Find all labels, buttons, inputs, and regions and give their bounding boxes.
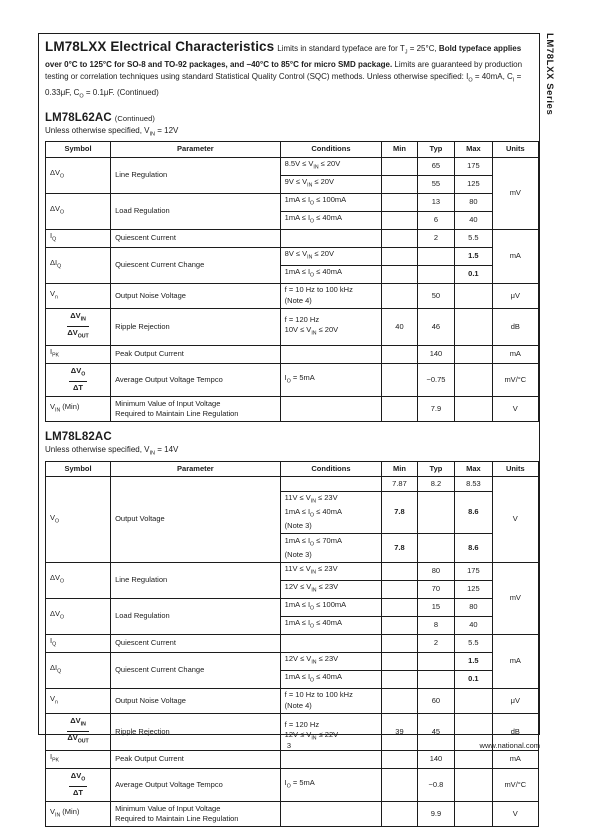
value-cell: 140: [417, 345, 454, 363]
units-cell: mA: [492, 345, 538, 363]
value-cell: 8.53: [455, 477, 492, 492]
units-cell: mV: [492, 562, 538, 634]
parameter-cell: Line Regulation: [111, 157, 281, 193]
conditions-cell: $8.5V \le V_{IN} \le 20V$: [280, 157, 382, 175]
fraction-symbol: $\frac{\Delta V_{IN}}{\Delta V_{OUT}}$: [67, 716, 89, 745]
value-cell: 5.5: [455, 229, 492, 247]
fraction-symbol: $\frac{\Delta V_O}{\Delta T}$: [70, 771, 86, 798]
conditions-cell: $1mA \le I_O \le 70mA$ (Note 3): [280, 534, 382, 563]
table-row: [46, 688, 539, 713]
value-cell: 8.6: [455, 491, 492, 534]
parameter-cell: Ripple Rejection: [111, 713, 281, 750]
side-series-label: LM78LXX Series: [544, 33, 555, 116]
value-cell: [455, 345, 492, 363]
value-cell: 125: [455, 580, 492, 598]
section1-continued-label: (Continued): [114, 113, 156, 123]
units-cell: V: [492, 477, 538, 563]
table-row: [46, 397, 539, 422]
units-cell: μV: [492, 688, 538, 713]
value-cell: 60: [417, 688, 454, 713]
value-cell: [455, 363, 492, 397]
table-row: [46, 308, 539, 345]
conditions-cell: $1mA \le I_O \le 40mA$: [280, 265, 382, 283]
symbol-cell: $\Delta V_O$: [46, 562, 111, 598]
column-header: Typ: [417, 142, 454, 158]
value-cell: [382, 768, 417, 802]
symbol-cell: $I_{PK}$: [46, 345, 111, 363]
units-cell: mA: [492, 634, 538, 688]
value-cell: 50: [417, 283, 454, 308]
value-cell: [382, 670, 417, 688]
value-cell: [455, 308, 492, 345]
parameter-cell: Output Voltage: [111, 477, 281, 563]
conditions-cell: f = 10 Hz to 100 kHz (Note 4): [280, 283, 382, 308]
symbol-cell: $\Delta I_Q$: [46, 247, 111, 283]
conditions-cell: $1mA \le I_O \le 100mA$: [280, 598, 382, 616]
intro-text: Limits in standard typeface are for $T_J = 25^\circ C$, Bold typeface applies over 0°C to 125°C for SO-8 and TO-92 packages, and −40°C to 85°C for micro SMD package. Limits are guaranteed by production testing or correlation techniques using standard Statistical Quality Control (SQC) methods. Unless otherwise specified: $I_O = 40mA$, $C_I = 0.33\mu F$, $C_O = 0.1\mu F$. (Continued): [45, 44, 523, 100]
units-cell: dB: [492, 308, 538, 345]
value-cell: [382, 157, 417, 175]
value-cell: 8.2: [417, 477, 454, 492]
value-cell: 7.87: [382, 477, 417, 492]
value-cell: 1.5: [455, 247, 492, 265]
symbol-cell: $V_O$: [46, 477, 111, 563]
value-cell: [382, 247, 417, 265]
value-cell: 46: [417, 308, 454, 345]
value-cell: [382, 283, 417, 308]
value-cell: 70: [417, 580, 454, 598]
conditions-cell: $9V \le V_{IN} \le 20V$: [280, 175, 382, 193]
conditions-cell: f = 120 Hz $10V \le V_{IN} \le 20V$: [280, 308, 382, 345]
symbol-cell: $V_{IN}$ (Min): [46, 802, 111, 827]
value-cell: [382, 616, 417, 634]
table-row: [46, 247, 539, 265]
value-cell: 2: [417, 229, 454, 247]
symbol-cell: $\Delta I_Q$: [46, 652, 111, 688]
intro-paragraph: [45, 41, 533, 103]
parameter-cell: Average Output Voltage Tempco: [111, 768, 281, 802]
column-header: Conditions: [280, 461, 382, 477]
section-heading-lm78l62ac: [45, 112, 533, 124]
value-cell: 140: [417, 750, 454, 768]
value-cell: [382, 802, 417, 827]
value-cell: [382, 634, 417, 652]
value-cell: [455, 688, 492, 713]
value-cell: [382, 397, 417, 422]
value-cell: 2: [417, 634, 454, 652]
conditions-cell: [280, 477, 382, 492]
value-cell: 125: [455, 175, 492, 193]
units-cell: V: [492, 397, 538, 422]
table-row: [46, 652, 539, 670]
value-cell: [455, 750, 492, 768]
conditions-cell: $8V \le V_{IN} \le 20V$: [280, 247, 382, 265]
value-cell: [455, 283, 492, 308]
value-cell: [455, 397, 492, 422]
value-cell: 8: [417, 616, 454, 634]
conditions-cell: [280, 634, 382, 652]
fraction-symbol: $\frac{\Delta V_O}{\Delta T}$: [70, 366, 86, 393]
value-cell: [382, 363, 417, 397]
value-cell: [382, 598, 417, 616]
value-cell: 80: [417, 562, 454, 580]
column-header: Min: [382, 142, 417, 158]
value-cell: 8.6: [455, 534, 492, 563]
column-header: Parameter: [111, 142, 281, 158]
value-cell: 39: [382, 713, 417, 750]
column-header: Parameter: [111, 461, 281, 477]
parameter-cell: Ripple Rejection: [111, 308, 281, 345]
parameter-cell: Load Regulation: [111, 598, 281, 634]
symbol-cell: $V_{IN}$ (Min): [46, 397, 111, 422]
value-cell: [382, 193, 417, 211]
symbol-cell: $I_Q$: [46, 634, 111, 652]
value-cell: 175: [455, 157, 492, 175]
conditions-cell: [280, 345, 382, 363]
value-cell: [382, 562, 417, 580]
units-cell: mA: [492, 750, 538, 768]
table-row: [46, 768, 539, 802]
conditions-cell: $1mA \le I_O \le 100mA$: [280, 193, 382, 211]
section2-part-number: LM78L82AC: [45, 431, 112, 444]
value-cell: [417, 265, 454, 283]
table-row: [46, 750, 539, 768]
conditions-cell: $I_O = 5mA$: [280, 363, 382, 397]
conditions-cell: f = 120 Hz $12V \le V_{IN} \le 22V$: [280, 713, 382, 750]
value-cell: [382, 265, 417, 283]
page-title: LM78LXX Electrical Characteristics: [45, 39, 275, 54]
column-header: Min: [382, 461, 417, 477]
fraction-symbol: $\frac{\Delta V_{IN}}{\Delta V_{OUT}}$: [67, 311, 89, 340]
section1-part-number: LM78L62AC: [45, 111, 112, 124]
symbol-cell: $\Delta V_O$: [46, 193, 111, 229]
value-cell: [382, 211, 417, 229]
table-row: [46, 802, 539, 827]
units-cell: mV: [492, 157, 538, 229]
conditions-cell: [280, 802, 382, 827]
value-cell: [455, 802, 492, 827]
conditions-cell: $12V \le V_{IN} \le 23V$: [280, 652, 382, 670]
table-header-row: [46, 461, 539, 477]
symbol-cell: $\Delta V_O$: [46, 157, 111, 193]
parameter-cell: Minimum Value of Input Voltage Required to Maintain Line Regulation: [111, 397, 281, 422]
column-header: Typ: [417, 461, 454, 477]
value-cell: 0.1: [455, 670, 492, 688]
conditions-cell: [280, 750, 382, 768]
units-cell: mV/°C: [492, 768, 538, 802]
value-cell: 175: [455, 562, 492, 580]
value-cell: [382, 580, 417, 598]
conditions-cell: [280, 397, 382, 422]
value-cell: [455, 768, 492, 802]
lm78l82ac-spec-table: [45, 461, 539, 827]
value-cell: 15: [417, 598, 454, 616]
value-cell: 1.5: [455, 652, 492, 670]
value-cell: 65: [417, 157, 454, 175]
table-row: [46, 634, 539, 652]
parameter-cell: Output Noise Voltage: [111, 688, 281, 713]
value-cell: 40: [455, 616, 492, 634]
value-cell: 6: [417, 211, 454, 229]
table-row: [46, 477, 539, 492]
value-cell: 13: [417, 193, 454, 211]
parameter-cell: Peak Output Current: [111, 750, 281, 768]
table-row: [46, 363, 539, 397]
parameter-cell: Output Noise Voltage: [111, 283, 281, 308]
parameter-cell: Peak Output Current: [111, 345, 281, 363]
section-heading-lm78l82ac: [45, 431, 533, 443]
symbol-cell: $\Delta V_O$: [46, 598, 111, 634]
value-cell: [382, 750, 417, 768]
page-number: 3: [286, 741, 292, 750]
conditions-cell: $12V \le V_{IN} \le 23V$: [280, 580, 382, 598]
conditions-cell: $1mA \le I_O \le 40mA$: [280, 670, 382, 688]
section1-subtitle: Unless otherwise specified, $V_{IN} = 12V$: [45, 125, 179, 138]
value-cell: [382, 345, 417, 363]
table-row: [46, 229, 539, 247]
table-row: [46, 562, 539, 580]
value-cell: [417, 534, 454, 563]
symbol-cell: $I_{PK}$: [46, 750, 111, 768]
column-header: Units: [492, 142, 538, 158]
parameter-cell: Quiescent Current: [111, 634, 281, 652]
conditions-cell: $1mA \le I_O \le 40mA$: [280, 616, 382, 634]
value-cell: 40: [455, 211, 492, 229]
column-header: Conditions: [280, 142, 382, 158]
value-cell: −0.8: [417, 768, 454, 802]
lm78l62ac-spec-table: [45, 141, 539, 422]
conditions-cell: $I_O = 5mA$: [280, 768, 382, 802]
value-cell: [382, 229, 417, 247]
symbol-cell: $V_n$: [46, 688, 111, 713]
value-cell: 5.5: [455, 634, 492, 652]
units-cell: μV: [492, 283, 538, 308]
conditions-cell: f = 10 Hz to 100 kHz (Note 4): [280, 688, 382, 713]
symbol-cell: [46, 768, 111, 802]
value-cell: [382, 652, 417, 670]
column-header: Max: [455, 142, 492, 158]
value-cell: [417, 652, 454, 670]
symbol-cell: $I_Q$: [46, 229, 111, 247]
table-row: [46, 157, 539, 175]
value-cell: 40: [382, 308, 417, 345]
value-cell: −0.75: [417, 363, 454, 397]
value-cell: 7.9: [417, 397, 454, 422]
column-header: Symbol: [46, 461, 111, 477]
units-cell: dB: [492, 713, 538, 750]
column-header: Units: [492, 461, 538, 477]
conditions-cell: $1mA \le I_O \le 40mA$: [280, 211, 382, 229]
value-cell: [382, 175, 417, 193]
value-cell: 9.9: [417, 802, 454, 827]
value-cell: [382, 688, 417, 713]
value-cell: 80: [455, 193, 492, 211]
table-row: [46, 345, 539, 363]
units-cell: mA: [492, 229, 538, 283]
conditions-cell: $11V \le V_{IN} \le 23V$ $1mA \le I_O \le 40mA$ (Note 3): [280, 491, 382, 534]
parameter-cell: Quiescent Current Change: [111, 247, 281, 283]
value-cell: 55: [417, 175, 454, 193]
value-cell: 45: [417, 713, 454, 750]
value-cell: [417, 247, 454, 265]
value-cell: 0.1: [455, 265, 492, 283]
parameter-cell: Line Regulation: [111, 562, 281, 598]
units-cell: V: [492, 802, 538, 827]
parameter-cell: Average Output Voltage Tempco: [111, 363, 281, 397]
value-cell: 80: [455, 598, 492, 616]
value-cell: 7.8: [382, 491, 417, 534]
parameter-cell: Load Regulation: [111, 193, 281, 229]
value-cell: [417, 670, 454, 688]
section2-subtitle: Unless otherwise specified, $V_{IN} = 14V$: [45, 445, 179, 457]
website-link: www.national.com: [479, 741, 540, 750]
column-header: Max: [455, 461, 492, 477]
value-cell: [417, 491, 454, 534]
symbol-cell: $V_n$: [46, 283, 111, 308]
units-cell: mV/°C: [492, 363, 538, 397]
parameter-cell: Minimum Value of Input Voltage Required to Maintain Line Regulation: [111, 802, 281, 827]
table-header-row: [46, 142, 539, 158]
value-cell: 7.8: [382, 534, 417, 563]
parameter-cell: Quiescent Current: [111, 229, 281, 247]
conditions-cell: $11V \le V_{IN} \le 23V$: [280, 562, 382, 580]
parameter-cell: Quiescent Current Change: [111, 652, 281, 688]
table-row: [46, 283, 539, 308]
table-row: [46, 193, 539, 211]
column-header: Symbol: [46, 142, 111, 158]
conditions-cell: [280, 229, 382, 247]
symbol-cell: [46, 308, 111, 345]
table-row: [46, 598, 539, 616]
symbol-cell: [46, 363, 111, 397]
